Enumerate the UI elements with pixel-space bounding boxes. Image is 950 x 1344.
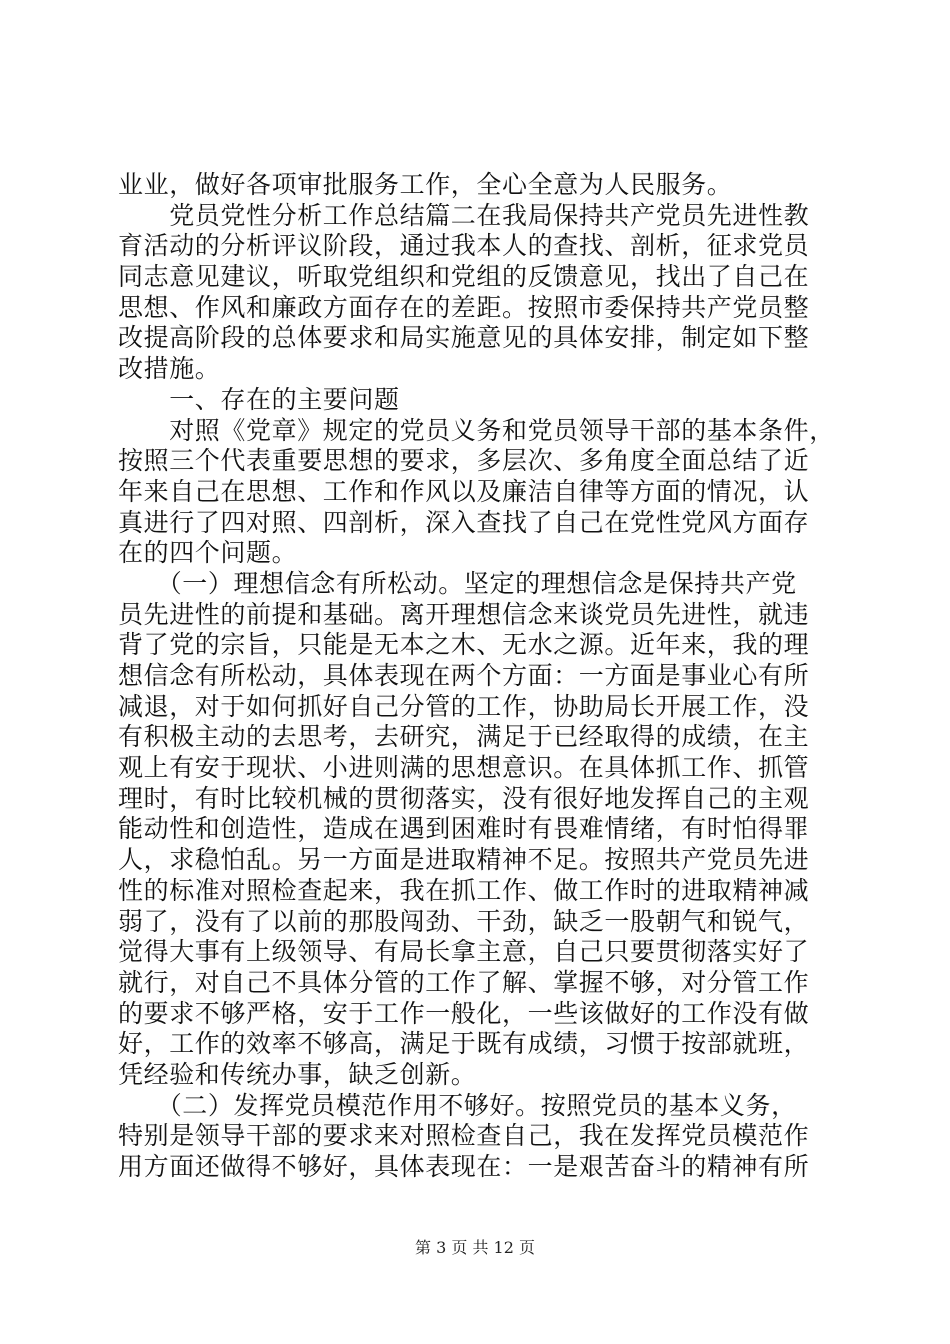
- text-line: 人，求稳怕乱。另一方面是进取精神不足。按照共产党员先进: [118, 845, 810, 874]
- text-line: 就行，对自己不具体分管的工作了解、掌握不够，对分管工作: [118, 968, 810, 997]
- text-line: 的要求不够严格，安于工作一般化，一些该做好的工作没有做: [118, 999, 810, 1028]
- text-line: 真进行了四对照、四剖析，深入查找了自己在党性党风方面存: [118, 508, 810, 537]
- page-footer: 第 3 页 共 12 页: [415, 1238, 535, 1257]
- text-line: 特别是领导干部的要求来对照检查自己，我在发挥党员模范作: [118, 1121, 810, 1150]
- text-line: 好，工作的效率不够高，满足于既有成绩，习惯于按部就班，: [118, 1029, 810, 1058]
- text-line: 用方面还做得不够好，具体表现在：一是艰苦奋斗的精神有所: [118, 1152, 810, 1181]
- text-line: 觉得大事有上级领导、有局长拿主意，自己只要贯彻落实好了: [118, 937, 810, 966]
- text-line: 业业，做好各项审批服务工作，全心全意为人民服务。: [118, 170, 733, 199]
- text-line: 改提高阶段的总体要求和局实施意见的具体安排，制定如下整: [118, 323, 810, 352]
- section-heading: 一、存在的主要问题: [118, 385, 400, 414]
- text-line: 在的四个问题。: [118, 538, 298, 567]
- text-line: 理时，有时比较机械的贯彻落实，没有很好地发挥自己的主观: [118, 784, 810, 813]
- text-line: 同志意见建议，听取党组织和党组的反馈意见，找出了自己在: [118, 262, 810, 291]
- text-line: （二）发挥党员模范作用不够好。按照党员的基本义务，: [118, 1091, 797, 1120]
- text-line: 年来自己在思想、工作和作风以及廉洁自律等方面的情况，认: [118, 477, 810, 506]
- text-line: 思想、作风和廉政方面存在的差距。按照市委保持共产党员整: [118, 293, 810, 322]
- text-line: 育活动的分析评议阶段，通过我本人的查找、剖析，征求党员: [118, 231, 810, 260]
- text-line: （一）理想信念有所松动。坚定的理想信念是保持共产党: [118, 569, 797, 598]
- text-line: 有积极主动的去思考，去研究，满足于已经取得的成绩，在主: [118, 722, 810, 751]
- text-line: 员先进性的前提和基础。离开理想信念来谈党员先进性，就违: [118, 600, 810, 629]
- text-line: 党员党性分析工作总结篇二在我局保持共产党员先进性教: [118, 201, 810, 230]
- text-line: 背了党的宗旨，只能是无本之木、无水之源。近年来，我的理: [118, 630, 810, 659]
- text-line: 凭经验和传统办事，缺乏创新。: [118, 1060, 477, 1089]
- text-line: 能动性和创造性，造成在遇到困难时有畏难情绪，有时怕得罪: [118, 814, 810, 843]
- text-line: 对照《党章》规定的党员义务和党员领导干部的基本条件，: [118, 416, 835, 445]
- text-line: 改措施。: [118, 354, 221, 383]
- text-line: 按照三个代表重要思想的要求，多层次、多角度全面总结了近: [118, 446, 810, 475]
- text-line: 减退，对于如何抓好自己分管的工作，协助局长开展工作，没: [118, 692, 810, 721]
- text-line: 观上有安于现状、小进则满的思想意识。在具体抓工作、抓管: [118, 753, 810, 782]
- text-line: 性的标准对照检查起来，我在抓工作、做工作时的进取精神减: [118, 876, 810, 905]
- text-line: 弱了，没有了以前的那股闯劲、干劲，缺乏一股朝气和锐气，: [118, 907, 810, 936]
- text-line: 想信念有所松动，具体表现在两个方面：一方面是事业心有所: [118, 661, 810, 690]
